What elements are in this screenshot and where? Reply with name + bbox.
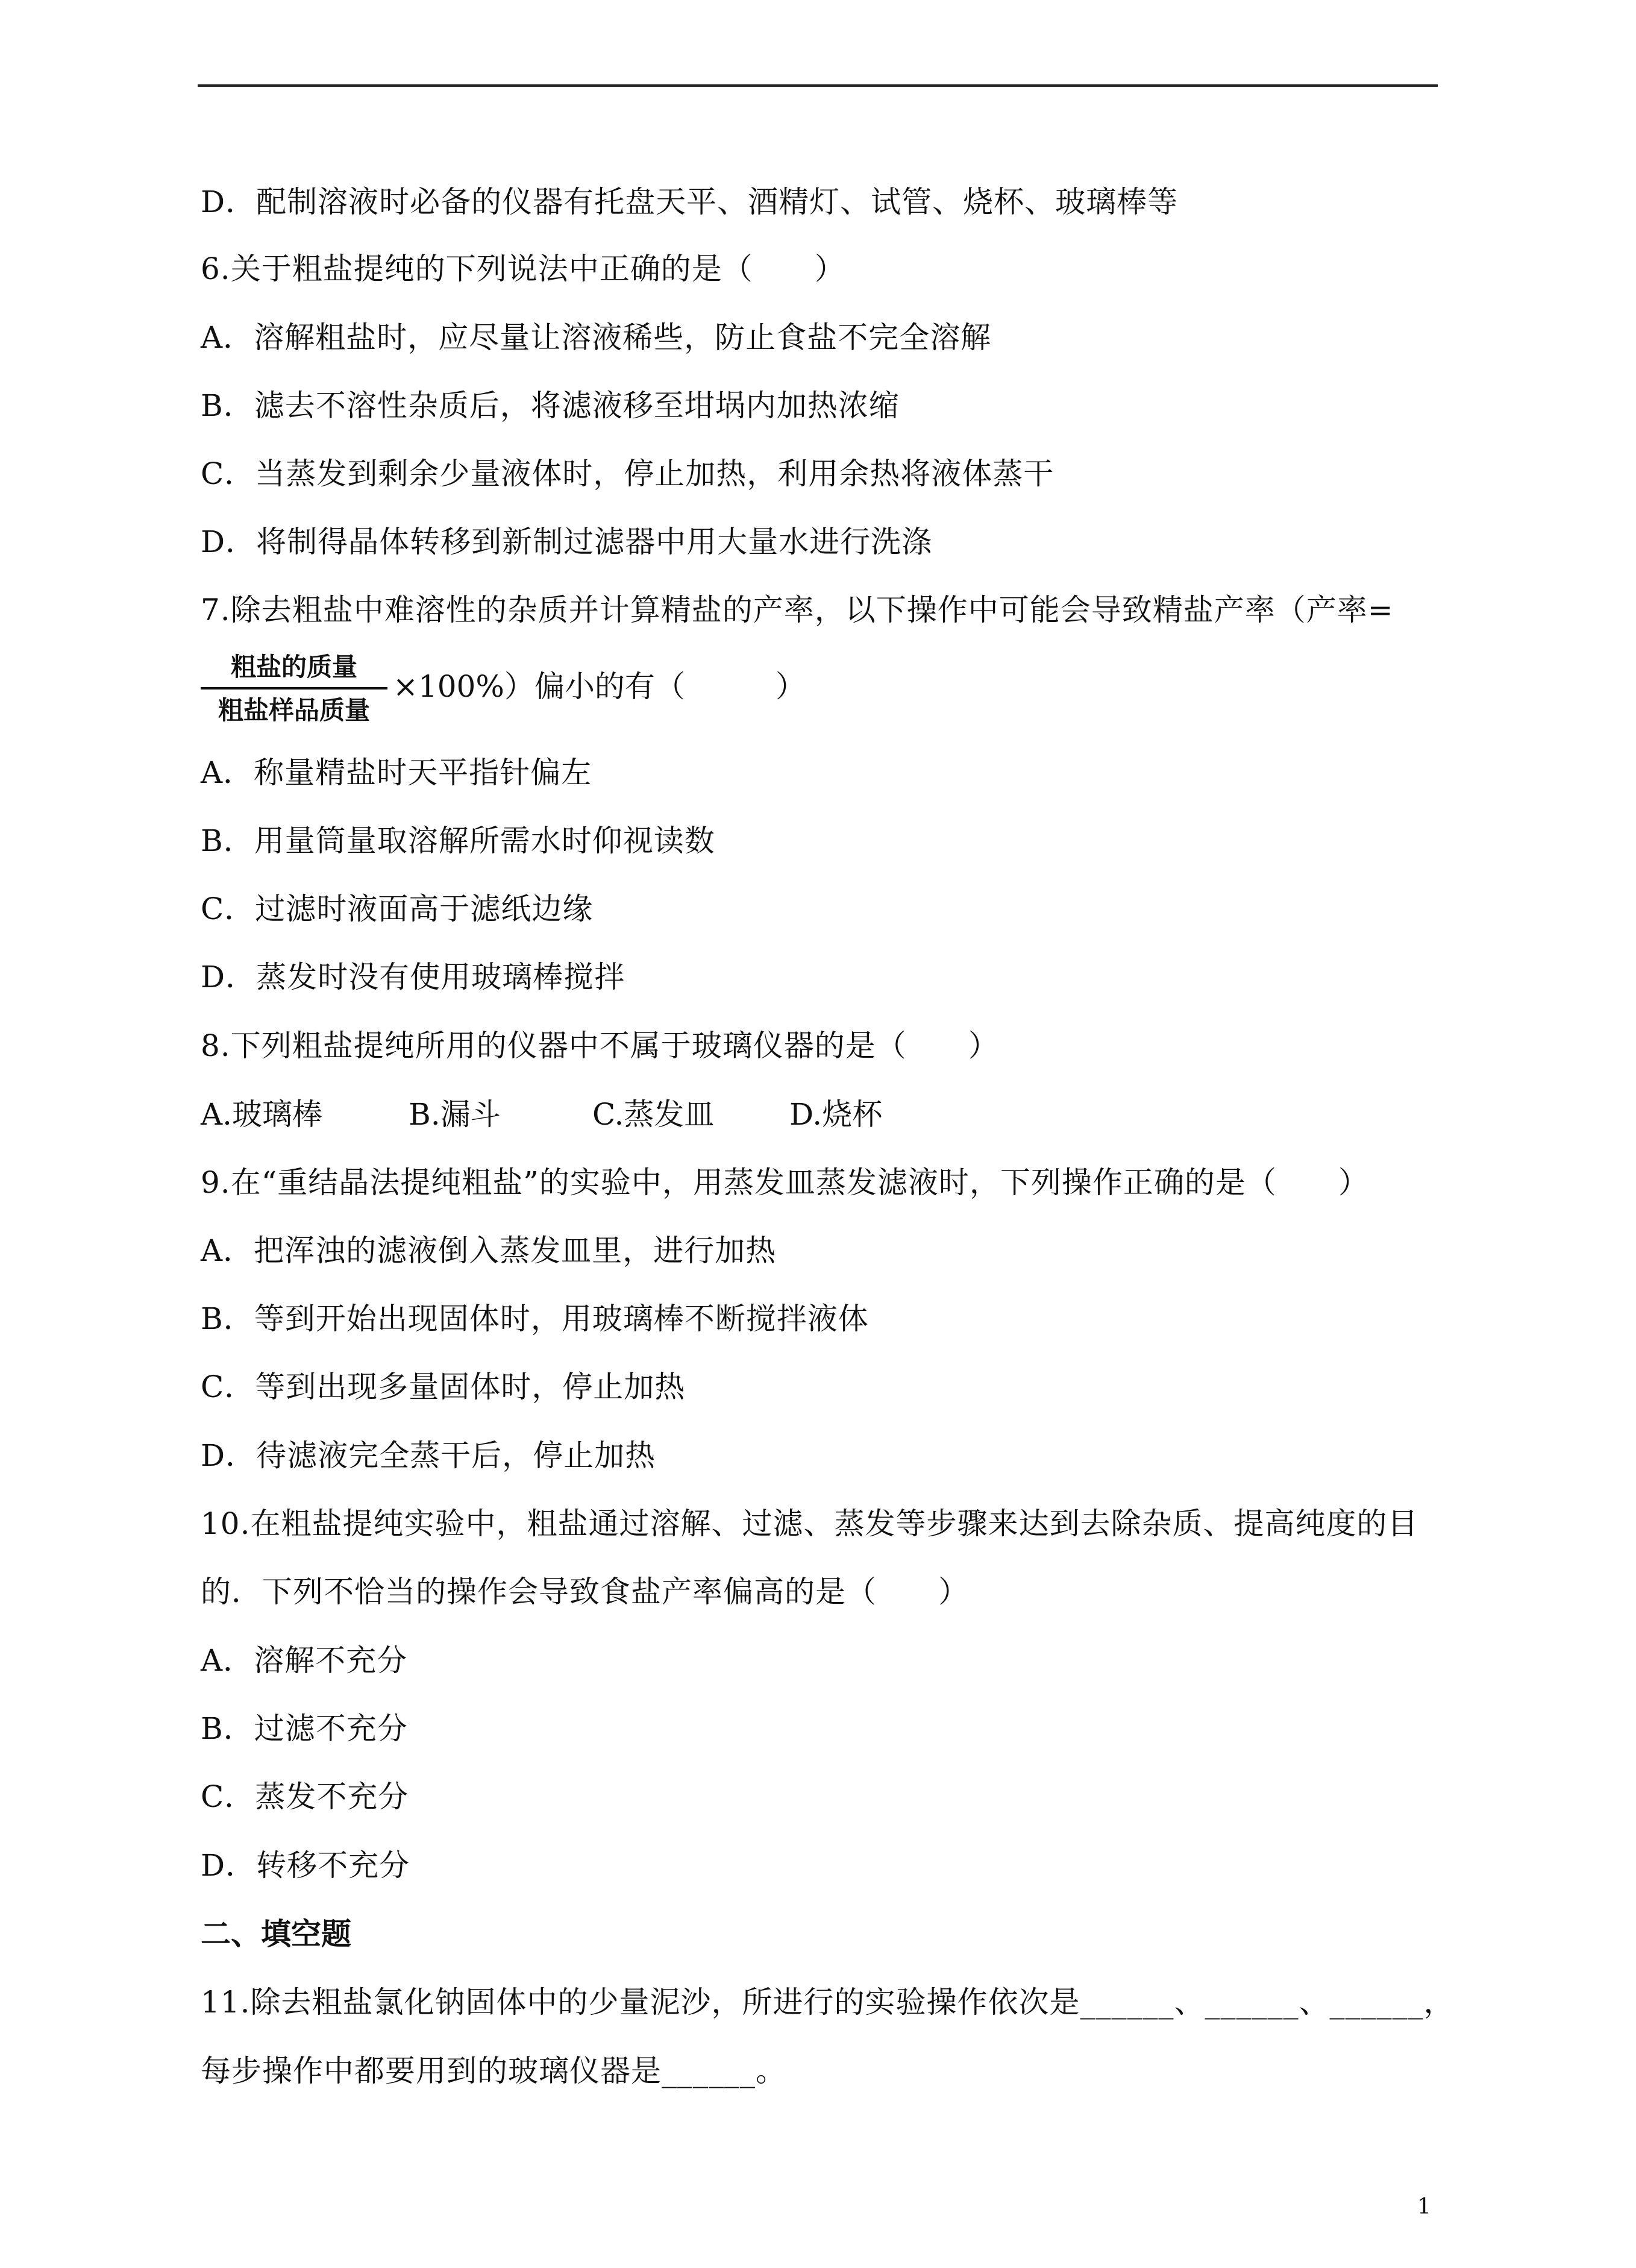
q9-option-b: B．等到开始出现固体时，用玻璃棒不断搅拌液体 [201, 1301, 869, 1336]
q5-option-d: D．配制溶液时必备的仪器有托盘天平、酒精灯、试管、烧杯、玻璃棒等 [201, 184, 1179, 219]
fraction-numerator: 粗盐的质量 [230, 652, 357, 682]
q10-option-d: D．转移不充分 [201, 1848, 410, 1883]
q8-option-a: A.玻璃棒 [201, 1097, 323, 1132]
q10-option-a: A．溶解不充分 [201, 1643, 408, 1678]
q8-option-c: C.蒸发皿 [592, 1097, 715, 1132]
yield-fraction [201, 651, 387, 727]
page-number: 1 [1417, 2194, 1431, 2219]
question-10: 10.在粗盐提纯实验中，粗盐通过溶解、过滤、蒸发等步骤来达到去除杂质、提高纯度的目 [201, 1506, 1418, 1541]
q10-option-b: B．过滤不充分 [201, 1711, 408, 1746]
fraction-bar [201, 687, 387, 690]
q6-option-c: C．当蒸发到剩余少量液体时，停止加热，利用余热将液体蒸干 [201, 456, 1055, 491]
question-8: 8.下列粗盐提纯所用的仪器中不属于玻璃仪器的是（ ） [201, 1028, 999, 1063]
question-10-continued: 的．下列不恰当的操作会导致食盐产率偏高的是（ ） [201, 1574, 969, 1609]
q9-option-a: A．把浑浊的滤液倒入蒸发皿里，进行加热 [201, 1233, 777, 1268]
q8-option-d: D.烧杯 [789, 1097, 883, 1132]
q7-option-b: B．用量筒量取溶解所需水时仰视读数 [201, 823, 715, 858]
question-6: 6.关于粗盐提纯的下列说法中正确的是（ ） [201, 251, 845, 286]
question-11: 11.除去粗盐氯化钠固体中的少量泥沙，所进行的实验操作依次是______、______、______， [201, 1985, 1455, 2020]
q10-option-c: C．蒸发不充分 [201, 1779, 409, 1814]
q9-option-d: D．待滤液完全蒸干后，停止加热 [201, 1438, 656, 1473]
question-7: 7.除去粗盐中难溶性的杂质并计算精盐的产率，以下操作中可能会导致精盐产率（产率= [201, 592, 1394, 627]
q8-option-b: B.漏斗 [409, 1097, 501, 1132]
header-rule [198, 84, 1438, 87]
q7-option-a: A．称量精盐时天平指针偏左 [201, 755, 592, 790]
question-9: 9.在“重结晶法提纯粗盐”的实验中，用蒸发皿蒸发滤液时，下列操作正确的是（ ） [201, 1165, 1369, 1200]
q7-option-c: C．过滤时液面高于滤纸边缘 [201, 891, 594, 926]
question-7-tail: ×100%）偏小的有（ ） [393, 669, 806, 704]
question-11-continued: 每步操作中都要用到的玻璃仪器是______。 [201, 2053, 786, 2088]
q8-options-row [201, 1095, 882, 1134]
q6-option-d: D．将制得晶体转移到新制过滤器中用大量水进行洗涤 [201, 524, 933, 559]
q6-option-a: A．溶解粗盐时，应尽量让溶液稀些，防止食盐不完全溶解 [201, 320, 992, 355]
q7-option-d: D．蒸发时没有使用玻璃棒搅拌 [201, 960, 625, 994]
section-heading-fill-in: 二、填空题 [201, 1916, 351, 1952]
q6-option-b: B．滤去不溶性杂质后，将滤液移至坩埚内加热浓缩 [201, 388, 900, 423]
q9-option-c: C．等到出现多量固体时，停止加热 [201, 1369, 686, 1404]
fraction-denominator: 粗盐样品质量 [218, 696, 370, 725]
